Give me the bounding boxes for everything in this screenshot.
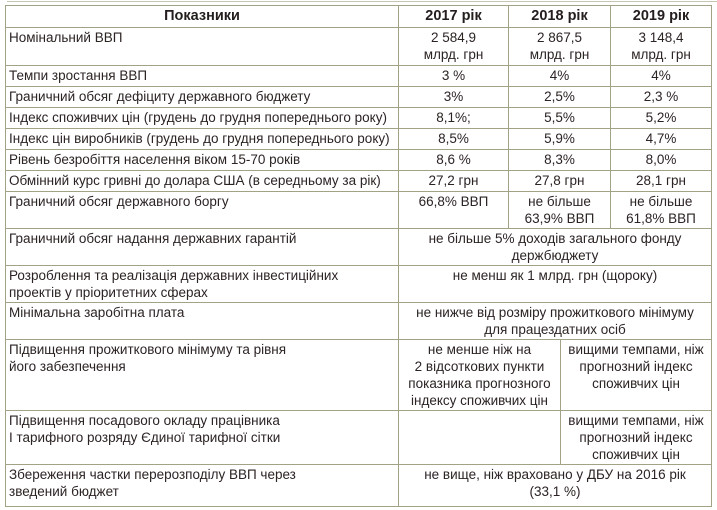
- header-2018: 2018 рік: [509, 6, 611, 28]
- table-row: [6, 66, 712, 87]
- value-2017: 8,1%;: [399, 108, 509, 129]
- value-2019: 3 148,4 млрд. грн: [611, 28, 712, 66]
- value-2017: 27,2 грн: [399, 171, 509, 192]
- indicator-label: Граничний обсяг надання державних гарантій: [6, 229, 399, 266]
- value-2018: 4%: [509, 66, 611, 87]
- table-row: [6, 340, 712, 411]
- value-2019: 28,1 грн: [611, 171, 712, 192]
- indicator-label: Мінімальна заробітна плата: [6, 303, 399, 340]
- value-2019: 8,0%: [611, 150, 712, 171]
- table-row: [6, 171, 712, 192]
- value-2018: 5,9%: [509, 129, 611, 150]
- value-2019: 4%: [611, 66, 712, 87]
- value-2017: 2 584,9 млрд. грн: [399, 28, 509, 66]
- value-merged: не більше 5% доходів загального фонду держбюджету: [399, 229, 712, 266]
- table-row: [6, 192, 712, 229]
- table-row: [6, 28, 712, 66]
- indicator-label: Граничний обсяг дефіциту державного бюджету: [6, 87, 399, 108]
- value-2018-2019-part: вищими темпами, ніж прогнозний індекс споживчих цін: [561, 340, 712, 411]
- value-merged: не менш як 1 млрд. грн (щороку): [399, 266, 712, 303]
- macro-indicators-table: [5, 5, 712, 507]
- table-row: [6, 108, 712, 129]
- value-2019: не більше 61,8% ВВП: [611, 192, 712, 229]
- value-2017: 8,5%: [399, 129, 509, 150]
- indicator-label: Номінальний ВВП: [6, 28, 399, 66]
- indicator-label: Збереження частки перерозподілу ВВП через зведений бюджет: [6, 465, 399, 507]
- value-2017-part: не менше ніж на 2 відсоткових пункти показника прогнозного індексу споживчих цін: [399, 340, 561, 411]
- indicator-label: Підвищення посадового окладу працівника І тарифного розряду Єдиної тарифної сітки: [6, 411, 399, 465]
- table-row: [6, 87, 712, 108]
- indicator-label: Підвищення прожиткового мінімуму та рівня його забезпечення: [6, 340, 399, 411]
- value-2018: не більше 63,9% ВВП: [509, 192, 611, 229]
- table-row: [6, 150, 712, 171]
- value-2017: 3 %: [399, 66, 509, 87]
- indicator-label: Рівень безробіття населення віком 15-70 років: [6, 150, 399, 171]
- value-2017: 8,6 %: [399, 150, 509, 171]
- header-2019: 2019 рік: [611, 6, 712, 28]
- indicator-label: Обмінний курс гривні до долара США (в середньому за рік): [6, 171, 399, 192]
- indicator-label: Граничний обсяг державного боргу: [6, 192, 399, 229]
- value-2018: 5,5%: [509, 108, 611, 129]
- table-row: [6, 303, 712, 340]
- table-header-row: [6, 6, 712, 28]
- value-merged: не нижче від розміру прожиткового мінімуму для працездатних осіб: [399, 303, 712, 340]
- value-2018-2019-part: вищими темпами, ніж прогнозний індекс споживчих цін: [561, 411, 712, 465]
- table-row: [6, 266, 712, 303]
- table-row: [6, 229, 712, 266]
- value-2018: 2 867,5 млрд. грн: [509, 28, 611, 66]
- header-indicators: Показники: [6, 6, 399, 28]
- page-top-divider: [7, 1, 717, 2]
- indicator-label: Розроблення та реалізація державних інвестиційних проектів у пріоритетних сферах: [6, 266, 399, 303]
- header-2017: 2017 рік: [399, 6, 509, 28]
- indicator-label: Індекс споживчих цін (грудень до грудня попереднього року): [6, 108, 399, 129]
- value-2019: 4,7%: [611, 129, 712, 150]
- value-2018: 2,5%: [509, 87, 611, 108]
- indicator-label: Індекс цін виробників (грудень до грудня попереднього року): [6, 129, 399, 150]
- value-2019: 5,2%: [611, 108, 712, 129]
- value-merged: не вище, ніж враховано у ДБУ на 2016 рік (33,1 %): [399, 465, 712, 507]
- value-2018: 8,3%: [509, 150, 611, 171]
- table-row: [6, 411, 712, 465]
- table-row: [6, 465, 712, 507]
- value-2017: 3%: [399, 87, 509, 108]
- value-2017-part: [399, 411, 561, 465]
- table-row: [6, 129, 712, 150]
- indicator-label: Темпи зростання ВВП: [6, 66, 399, 87]
- value-2017: 66,8% ВВП: [399, 192, 509, 229]
- value-2018: 27,8 грн: [509, 171, 611, 192]
- value-2019: 2,3 %: [611, 87, 712, 108]
